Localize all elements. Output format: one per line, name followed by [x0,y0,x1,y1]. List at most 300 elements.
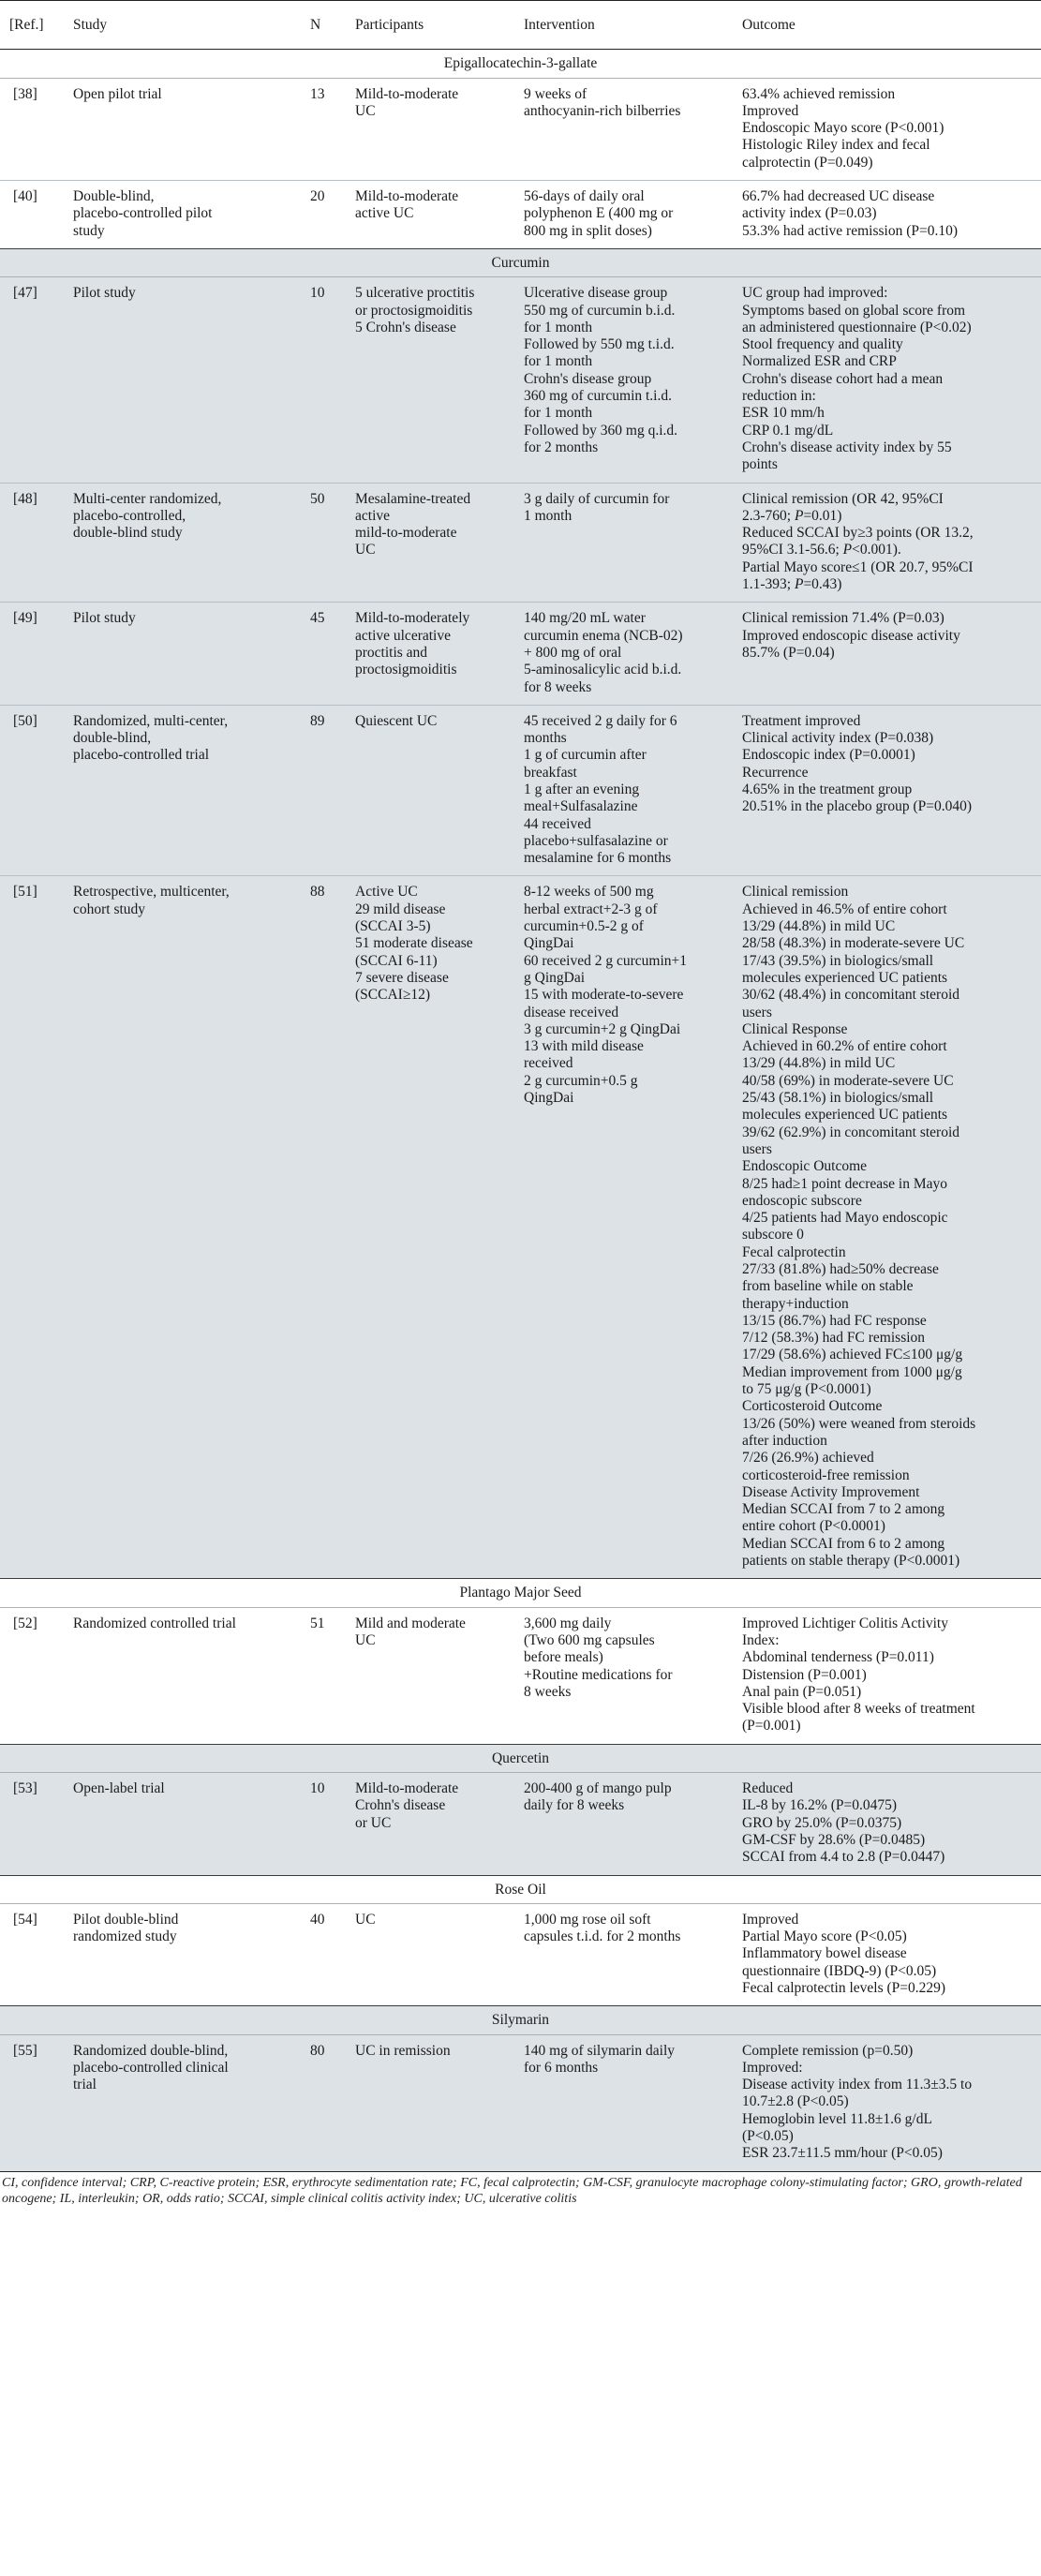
cell-line: 13/29 (44.8%) in mild UC [742,1055,896,1072]
cell-line: UC [355,102,376,119]
cell-n: 51 [310,1615,325,1631]
cell-line: subscore 0 [742,1227,804,1243]
cell-line: 13/15 (86.7%) had FC response [742,1312,927,1329]
cell-line: QingDai [524,1090,574,1107]
cell-line: 9 weeks of [524,85,587,102]
cell-line: 3 g curcumin+2 g QingDai [524,1020,681,1037]
cell-participants [346,705,514,876]
cell-line: Stool frequency and quality [742,336,903,353]
cell-participants [346,483,514,603]
cell-line: Median improvement from 1000 μg/g [742,1363,962,1380]
section-header-row [0,1875,1041,1903]
cell-line: Histologic Riley index and fecal [742,137,930,154]
cell-line: (P=0.001) [742,1718,801,1735]
cell-line: placebo-controlled clinical [73,2059,229,2076]
cell-line: disease received [524,1004,619,1020]
table-row [0,1773,1041,1875]
cell-line: Randomized double-blind, [73,2042,229,2059]
cell-line: Clinical Response [742,1020,848,1037]
table-row [0,876,1041,1579]
cell-study [64,483,301,603]
cell-line: 25/43 (58.1%) in biologics/small [742,1090,934,1107]
cell-line: Reduced [742,1780,794,1797]
section-title: Plantago Major Seed [0,1579,1041,1607]
cell-line: received [524,1055,573,1072]
section-group [0,1875,1041,2006]
cell-line: placebo+sulfasalazine or [524,832,668,849]
cell-n: 45 [301,603,346,705]
cell-line: Quiescent UC [355,712,438,729]
section-header-row [0,248,1041,276]
cell-line: 28/58 (48.3%) in moderate-severe UC [742,935,965,952]
cell-line: 66.7% had decreased UC disease [742,188,935,205]
cell-outcome [733,603,1041,705]
header-n: N [301,1,346,50]
cell-study [64,705,301,876]
cell-line: (SCCAI 3-5) [355,918,431,935]
cell-line: or proctosigmoiditis [355,302,473,319]
cell-line: 8-12 weeks of 500 mg [524,884,654,901]
cell-participants [346,1903,514,2005]
header-ref: [Ref.] [0,1,64,50]
cell-line: curcumin+0.5-2 g of [524,918,644,935]
cell-line: Distension (P=0.001) [742,1666,867,1683]
cell-line: 200-400 g of mango pulp [524,1780,672,1797]
cell-intervention [514,181,733,249]
cell-line: calprotectin (P=0.049) [742,154,873,171]
cell-line: Pilot double-blind [73,1911,179,1928]
section-title: Epigallocatechin-3-gallate [0,50,1041,78]
cell-line: 7/12 (58.3%) had FC remission [742,1330,926,1347]
header-outcome: Outcome [733,1,1041,50]
cell-outcome [733,1903,1041,2005]
section-group [0,1744,1041,1875]
cell-line: 140 mg/20 mL water [524,610,646,627]
cell-line: Retrospective, multicenter, [73,884,230,901]
cell-study [64,876,301,1579]
cell-line: Crohn's disease cohort had a mean [742,370,944,387]
cell-line: months [524,730,567,747]
cell-line: activity index (P=0.03) [742,205,877,222]
cell-study [64,2034,301,2171]
cell-intervention [514,603,733,705]
cell-line: 5 Crohn's disease [355,319,456,335]
cell-line: Median SCCAI from 6 to 2 among [742,1535,945,1552]
cell-line: 7 severe disease [355,969,449,986]
cell-line: 3,600 mg daily [524,1615,612,1631]
cell-line: Followed by 360 mg q.i.d. [524,422,678,439]
cell-line: 13 with mild disease [524,1038,644,1055]
section-header-row [0,2006,1041,2034]
cell-line: after induction [742,1432,827,1449]
cell-line: anthocyanin-rich bilberries [524,102,681,119]
cell-ref: [38] [13,85,37,102]
cell-outcome [733,483,1041,603]
cell-line: SCCAI from 4.4 to 2.8 (P=0.0447) [742,1849,945,1866]
cell-line: 5-aminosalicylic acid b.i.d. [524,662,682,678]
cell-line: Disease Activity Improvement [742,1483,920,1500]
cell-line: active [355,507,391,524]
cell-line: g QingDai [524,969,586,986]
cell-line: CRP 0.1 mg/dL [742,422,834,439]
cell-line: IL-8 by 16.2% (P=0.0475) [742,1797,898,1814]
cell-line: Symptoms based on global score from [742,302,966,319]
cell-line: Clinical activity index (P=0.038) [742,730,934,747]
cell-line: 85.7% (P=0.04) [742,644,835,661]
cell-outcome [733,1773,1041,1875]
cell-line: 13/29 (44.8%) in mild UC [742,918,896,935]
cell-line: 2 g curcumin+0.5 g [524,1072,638,1089]
cell-line: 1,000 mg rose oil soft [524,1911,651,1928]
cell-line: 360 mg of curcumin t.i.d. [524,388,672,405]
cell-line: GM-CSF by 28.6% (P=0.0485) [742,1831,926,1848]
cell-line: Visible blood after 8 weeks of treatment [742,1701,975,1718]
cell-line: 17/43 (39.5%) in biologics/small [742,952,934,969]
cell-line: UC [355,1631,376,1648]
cell-line: Pilot study [73,610,136,627]
cell-outcome [733,1607,1041,1744]
table-row [0,78,1041,180]
cell-line: placebo-controlled trial [73,747,210,764]
cell-intervention [514,483,733,603]
cell-participants [346,78,514,180]
cell-line: 550 mg of curcumin b.i.d. [524,302,676,319]
cell-line: 4.65% in the treatment group [742,781,913,797]
cell-study [64,1607,301,1744]
cell-line: for 8 weeks [524,678,592,695]
section-group [0,248,1041,1578]
header-participants: Participants [346,1,514,50]
cell-line: herbal extract+2-3 g of [524,901,658,917]
cell-line: Treatment improved [742,712,861,729]
cell-intervention [514,1773,733,1875]
cell-line: ESR 23.7±11.5 mm/hour (P<0.05) [742,2145,943,2162]
cell-line: 45 received 2 g daily for 6 [524,712,677,729]
cell-line: 140 mg of silymarin daily [524,2042,676,2059]
cell-line: Achieved in 46.5% of entire cohort [742,901,947,917]
cell-line: users [742,1140,772,1157]
cell-n: 10 [310,285,325,302]
cell-line: points [742,456,778,473]
header-row [0,1,1041,50]
cell-line: Randomized controlled trial [73,1615,236,1631]
cell-line: Mesalamine-treated [355,490,471,507]
cell-line: Endoscopic index (P=0.0001) [742,747,915,764]
section-header-row [0,50,1041,78]
section-title: Rose Oil [0,1875,1041,1903]
section-group [0,1579,1041,1744]
cell-line: for 2 months [524,439,599,455]
cell-line: daily for 8 weeks [524,1797,625,1814]
cell-line: Followed by 550 mg t.i.d. [524,336,675,353]
cell-n: 40 [310,1911,325,1928]
cell-line: Anal pain (P=0.051) [742,1683,862,1700]
cell-study [64,78,301,180]
cell-study [64,1773,301,1875]
cell-line: Improved [742,102,799,119]
cell-ref: [50] [0,705,64,876]
cell-line: patients on stable therapy (P<0.0001) [742,1553,960,1570]
cell-line: active ulcerative [355,627,451,644]
cell-line: mild-to-moderate [355,525,457,542]
cell-outcome [733,2034,1041,2171]
cell-line: polyphenon E (400 mg or [524,205,674,222]
cell-outcome [733,181,1041,249]
cell-line: 1 g of curcumin after [524,747,647,764]
cell-line: Clinical remission 71.4% (P=0.03) [742,610,944,627]
cell-line: GRO by 25.0% (P=0.0375) [742,1814,902,1831]
cell-line: Mild-to-moderate [355,85,459,102]
cell-line: 29 mild disease [355,901,446,917]
cell-line: to 75 μg/g (P<0.0001) [742,1381,871,1398]
cell-line: double-blind study [73,525,183,542]
cell-n: 10 [310,1780,325,1797]
cell-ref: [54] [13,1911,37,1928]
cell-line: for 6 months [524,2059,599,2076]
cell-intervention [514,1607,733,1744]
cell-ref: [49] [0,603,64,705]
cell-line: 95%CI 3.1-56.6; P<0.001). [742,542,901,558]
cell-participants [346,277,514,483]
cell-line: Achieved in 60.2% of entire cohort [742,1038,947,1055]
cell-intervention [514,78,733,180]
cell-line: Endoscopic Mayo score (P<0.001) [742,120,944,137]
cell-line: 51 moderate disease [355,935,473,952]
cell-participants [346,603,514,705]
cell-line: double-blind, [73,730,152,747]
table-row [0,1903,1041,2005]
cell-line: Active UC [355,884,418,901]
cell-line: Mild-to-moderate [355,1780,459,1797]
cell-line: 44 received [524,815,591,832]
table-row [0,603,1041,705]
table-row [0,705,1041,876]
cell-intervention [514,876,733,1579]
table-row [0,2034,1041,2171]
cell-line: for 1 month [524,405,593,422]
cell-line: 39/62 (62.9%) in concomitant steroid [742,1124,960,1140]
section-title: Silymarin [0,2006,1041,2034]
cell-line: ESR 10 mm/h [742,405,825,422]
cell-line: Hemoglobin level 11.8±1.6 g/dL [742,2110,932,2127]
cell-line: 20.51% in the placebo group (P=0.040) [742,798,973,815]
cell-line: 1 month [524,507,573,524]
cell-line: +Routine medications for [524,1666,673,1683]
cell-line: meal+Sulfasalazine [524,798,638,815]
cell-line: Pilot study [73,285,136,302]
cell-line: curcumin enema (NCB-02) [524,627,683,644]
cell-line: 4/25 patients had Mayo endoscopic [742,1210,948,1227]
cell-line: 63.4% achieved remission [742,85,896,102]
cell-line: mesalamine for 6 months [524,850,672,867]
cell-line: Crohn's disease group [524,370,652,387]
cell-study [64,277,301,483]
cell-line: Fecal calprotectin [742,1243,846,1260]
cell-line: molecules experienced UC patients [742,969,948,986]
cell-line: Normalized ESR and CRP [742,353,897,370]
cell-line: + 800 mg of oral [524,644,622,661]
cell-participants [346,1773,514,1875]
cell-line: Inflammatory bowel disease [742,1945,907,1962]
cell-line: 56-days of daily oral [524,188,645,205]
cell-line: Abdominal tenderness (P=0.011) [742,1649,934,1666]
cell-intervention [514,2034,733,2171]
cell-line: randomized study [73,1928,177,1945]
section-header-row [0,1579,1041,1607]
cell-line: UC group had improved: [742,285,888,302]
cell-line: Endoscopic Outcome [742,1158,868,1175]
cell-intervention [514,277,733,483]
cell-line: Complete remission (p=0.50) [742,2042,914,2059]
cell-line: Crohn's disease activity index by 55 [742,439,952,455]
cell-n: 88 [301,876,346,1579]
cell-line: cohort study [73,901,146,917]
cell-participants [346,876,514,1579]
cell-line: UC in remission [355,2042,451,2059]
table-row [0,181,1041,249]
cell-line: before meals) [524,1649,603,1666]
cell-line: 15 with moderate-to-severe [524,987,684,1004]
section-title: Quercetin [0,1744,1041,1772]
cell-line: Improved [742,1911,799,1928]
cell-line: users [742,1004,772,1020]
section-group [0,50,1041,249]
cell-line: breakfast [524,764,577,781]
cell-line: or UC [355,1814,392,1831]
cell-line: capsules t.i.d. for 2 months [524,1928,681,1945]
cell-ref: [52] [13,1615,37,1631]
cell-line: Mild-to-moderately [355,610,470,627]
cell-line: 8/25 had≥1 point decrease in Mayo [742,1175,947,1192]
cell-line: (SCCAI≥12) [355,987,430,1004]
cell-n: 50 [301,483,346,603]
cell-line: (Two 600 mg capsules [524,1631,655,1648]
cell-outcome [733,78,1041,180]
cell-line: therapy+induction [742,1295,849,1312]
cell-n: 89 [301,705,346,876]
cell-line: Partial Mayo score≤1 (OR 20.7, 95%CI [742,558,974,575]
cell-line: Multi-center randomized, [73,490,222,507]
section-group [0,2006,1041,2171]
cell-line: Improved endoscopic disease activity [742,627,960,644]
cell-study [64,603,301,705]
cell-line: proctosigmoiditis [355,662,457,678]
cell-line: Corticosteroid Outcome [742,1398,883,1415]
cell-study [64,181,301,249]
cell-line: study [73,222,105,239]
cell-participants [346,181,514,249]
cell-participants [346,1607,514,1744]
cell-line: for 1 month [524,319,593,335]
cell-line: Ulcerative disease group [524,285,668,302]
cell-line: Mild and moderate [355,1615,466,1631]
cell-line: 3 g daily of curcumin for [524,490,670,507]
cell-outcome [733,876,1041,1579]
header-study: Study [64,1,301,50]
cell-line: Recurrence [742,764,809,781]
cell-line: Mild-to-moderate [355,188,459,205]
table-row [0,1607,1041,1744]
cell-ref: [55] [13,2042,37,2059]
cell-line: molecules experienced UC patients [742,1107,948,1124]
cell-line: 7/26 (26.9%) achieved [742,1450,874,1467]
cell-line: 800 mg in split doses) [524,222,652,239]
cell-participants [346,2034,514,2171]
cell-line: UC [355,1911,376,1928]
cell-line: Randomized, multi-center, [73,712,229,729]
cell-line: 60 received 2 g curcumin+1 [524,952,688,969]
cell-line: 27/33 (81.8%) had≥50% decrease [742,1261,939,1277]
cell-line: Partial Mayo score (P<0.05) [742,1928,907,1945]
cell-line: Improved: [742,2059,803,2076]
cell-line: reduction in: [742,388,816,405]
cell-ref: [51] [0,876,64,1579]
cell-line: placebo-controlled pilot [73,205,213,222]
table-header [0,1,1041,50]
cell-line: Reduced SCCAI by≥3 points (OR 13.2, [742,525,974,542]
cell-line: Median SCCAI from 7 to 2 among [742,1501,945,1518]
cell-line: 5 ulcerative proctitis [355,285,475,302]
cell-study [64,1903,301,2005]
cell-n: 80 [310,2042,325,2059]
cell-line: from baseline while on stable [742,1278,914,1295]
table-footnote: CI, confidence interval; CRP, C-reactive protein; ESR, erythrocyte sedimentation rate; FC, fecal calprotectin; GM-CSF, granulocyte macrophage colony-stimulating factor; GRO, growth-related oncogene; IL, interleukin; OR, odds ratio; SCCAI, simple clinical colitis activity index; UC, ulcerative colitis [0,2171,1041,2208]
cell-line: endoscopic subscore [742,1192,862,1209]
section-title: Curcumin [0,248,1041,276]
cell-line: 17/29 (58.6%) achieved FC≤100 μg/g [742,1347,963,1363]
cell-intervention [514,705,733,876]
cell-outcome [733,705,1041,876]
cell-line: corticosteroid-free remission [742,1467,910,1483]
section-header-row [0,1744,1041,1772]
cell-ref: [53] [13,1780,37,1797]
cell-line: Index: [742,1631,780,1648]
cell-outcome [733,277,1041,483]
cell-line: Open pilot trial [73,85,162,102]
cell-line: Improved Lichtiger Colitis Activity [742,1615,948,1631]
cell-line: Fecal calprotectin levels (P=0.229) [742,1979,946,1996]
cell-line: 53.3% had active remission (P=0.10) [742,222,959,239]
table-row [0,277,1041,483]
cell-line: 8 weeks [524,1683,572,1700]
cell-ref: [48] [0,483,64,603]
cell-line: active UC [355,205,414,222]
cell-line: trial [73,2077,97,2093]
cell-line: proctitis and [355,644,428,661]
cell-line: Disease activity index from 11.3±3.5 to [742,2077,973,2093]
cell-line: an administered questionnaire (P<0.02) [742,319,972,335]
cell-line: Open-label trial [73,1780,165,1797]
cell-line: 13/26 (50%) were weaned from steroids [742,1415,976,1432]
cell-line: 1.1-393; P=0.43) [742,576,842,593]
cell-line: for 1 month [524,353,593,370]
cell-line: Double-blind, [73,188,155,205]
cell-line: entire cohort (P<0.0001) [742,1518,885,1535]
cell-line: placebo-controlled, [73,507,186,524]
cell-line: questionnaire (IBDQ-9) (P<0.05) [742,1962,937,1979]
header-intervention: Intervention [514,1,733,50]
cell-line: Clinical remission (OR 42, 95%CI [742,490,944,507]
cell-n: 13 [310,85,325,102]
cell-line: (P<0.05) [742,2128,794,2145]
cell-line: QingDai [524,935,574,952]
cell-line: Crohn's disease [355,1797,446,1814]
cell-line: UC [355,542,376,558]
table-row [0,483,1041,603]
cell-n: 20 [301,181,346,249]
cell-line: 10.7±2.8 (P<0.05) [742,2093,849,2110]
cell-line: 2.3-760; P=0.01) [742,507,842,524]
